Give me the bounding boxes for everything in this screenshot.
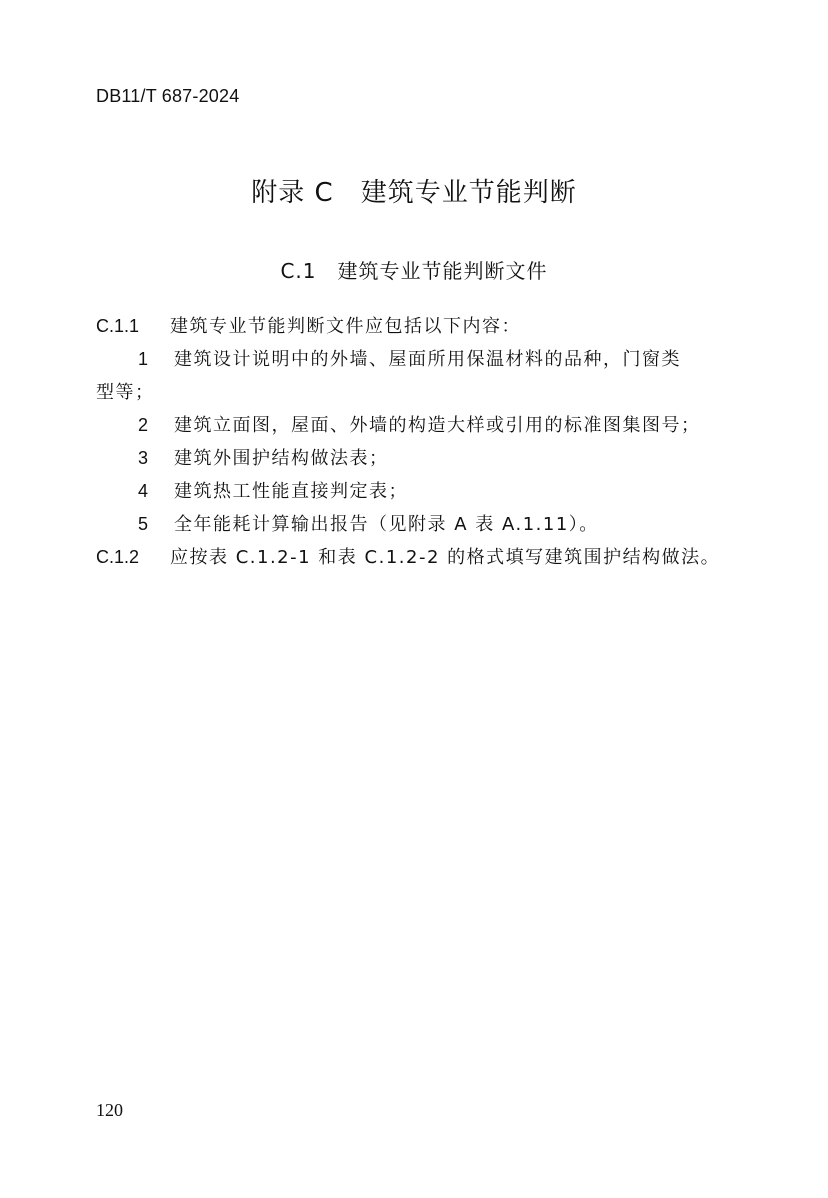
clause-number: C.1.1: [96, 316, 140, 336]
clause-text: 应按表 C.1.2-1 和表 C.1.2-2 的格式填写建筑围护结构做法。: [170, 547, 721, 568]
list-item-5: [96, 508, 746, 541]
list-item-4: [96, 475, 746, 508]
page-number: 120: [96, 1100, 123, 1120]
list-item-3: [96, 442, 746, 475]
clause-c-1-1: [96, 310, 746, 343]
appendix-title: 附录 C 建筑专业节能判断: [251, 178, 577, 208]
item-number: 5: [138, 514, 150, 534]
item-text: 建筑热工性能直接判定表；: [174, 481, 408, 502]
clause-text: 建筑专业节能判断文件应包括以下内容：: [170, 316, 521, 337]
clause-number: C.1.2: [96, 547, 140, 567]
item-text: 建筑设计说明中的外墙、屋面所用保温材料的品种，门窗类: [174, 349, 681, 370]
item-text: 建筑外围护结构做法表；: [174, 448, 389, 469]
standard-code: DB11/T 687-2024: [96, 86, 240, 106]
item-number: 3: [138, 448, 150, 468]
list-item-1: [96, 343, 746, 376]
clause-c-1-2: [96, 541, 746, 574]
item-text: 全年能耗计算输出报告（见附录 A 表 A.1.11）。: [174, 514, 599, 535]
item-number: 2: [138, 415, 150, 435]
section-title: C.1 建筑专业节能判断文件: [280, 259, 548, 283]
item-text-continuation: 型等；: [96, 382, 155, 403]
item-number: 1: [138, 349, 150, 369]
item-number: 4: [138, 481, 150, 501]
item-text: 建筑立面图，屋面、外墙的构造大样或引用的标准图集图号；: [174, 415, 701, 436]
list-item-2: [96, 409, 746, 442]
list-item-1-continuation: [96, 376, 746, 409]
document-body: [96, 310, 746, 574]
